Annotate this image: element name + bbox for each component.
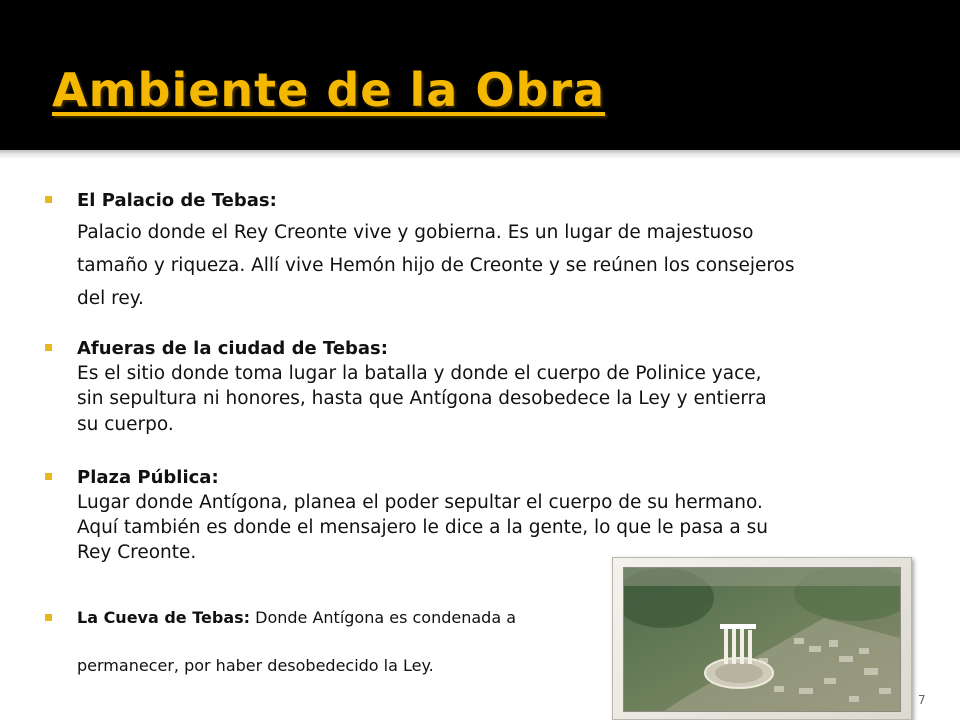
section-line: Palacio donde el Rey Creonte vive y gobierna. Es un lugar de majestuoso <box>77 222 754 243</box>
section-line: permanecer, por haber desobedecido la Ley. <box>77 656 434 675</box>
section-heading: El Palacio de Tebas: <box>77 190 277 211</box>
section-line: Es el sitio donde toma lugar la batalla y donde el cuerpo de Polinice yace, <box>77 363 762 384</box>
section-line: sin sepultura ni honores, hasta que Antígona desobedece la Ley y entierra <box>77 388 767 409</box>
section-heading: Afueras de la ciudad de Tebas: <box>77 338 388 359</box>
section-line: Lugar donde Antígona, planea el poder sepultar el cuerpo de su hermano. <box>77 492 763 513</box>
section-heading: La Cueva de Tebas: <box>77 608 251 627</box>
section-inline-text: Donde Antígona es condenada a <box>255 608 517 627</box>
section-line: del rey. <box>77 288 144 309</box>
page-number: 7 <box>918 693 926 707</box>
bullet-icon <box>45 473 52 480</box>
section-line: su cuerpo. <box>77 414 174 435</box>
section-line: Rey Creonte. <box>77 542 197 563</box>
section-line <box>77 607 516 629</box>
bullet-icon <box>45 614 52 621</box>
bullet-icon <box>45 196 52 203</box>
aerial-ruins-photo-icon <box>623 567 901 712</box>
bullet-icon <box>45 344 52 351</box>
aerial-ruins-photo-svg <box>624 568 900 711</box>
section-line: Aquí también es donde el mensajero le dice a la gente, lo que le pasa a su <box>77 517 768 538</box>
photo-frame <box>612 557 912 720</box>
section-heading: Plaza Pública: <box>77 467 219 488</box>
section-line: tamaño y riqueza. Allí vive Hemón hijo de Creonte y se reúnen los consejeros <box>77 255 795 276</box>
slide-title: Ambiente de la Obra <box>52 63 606 117</box>
